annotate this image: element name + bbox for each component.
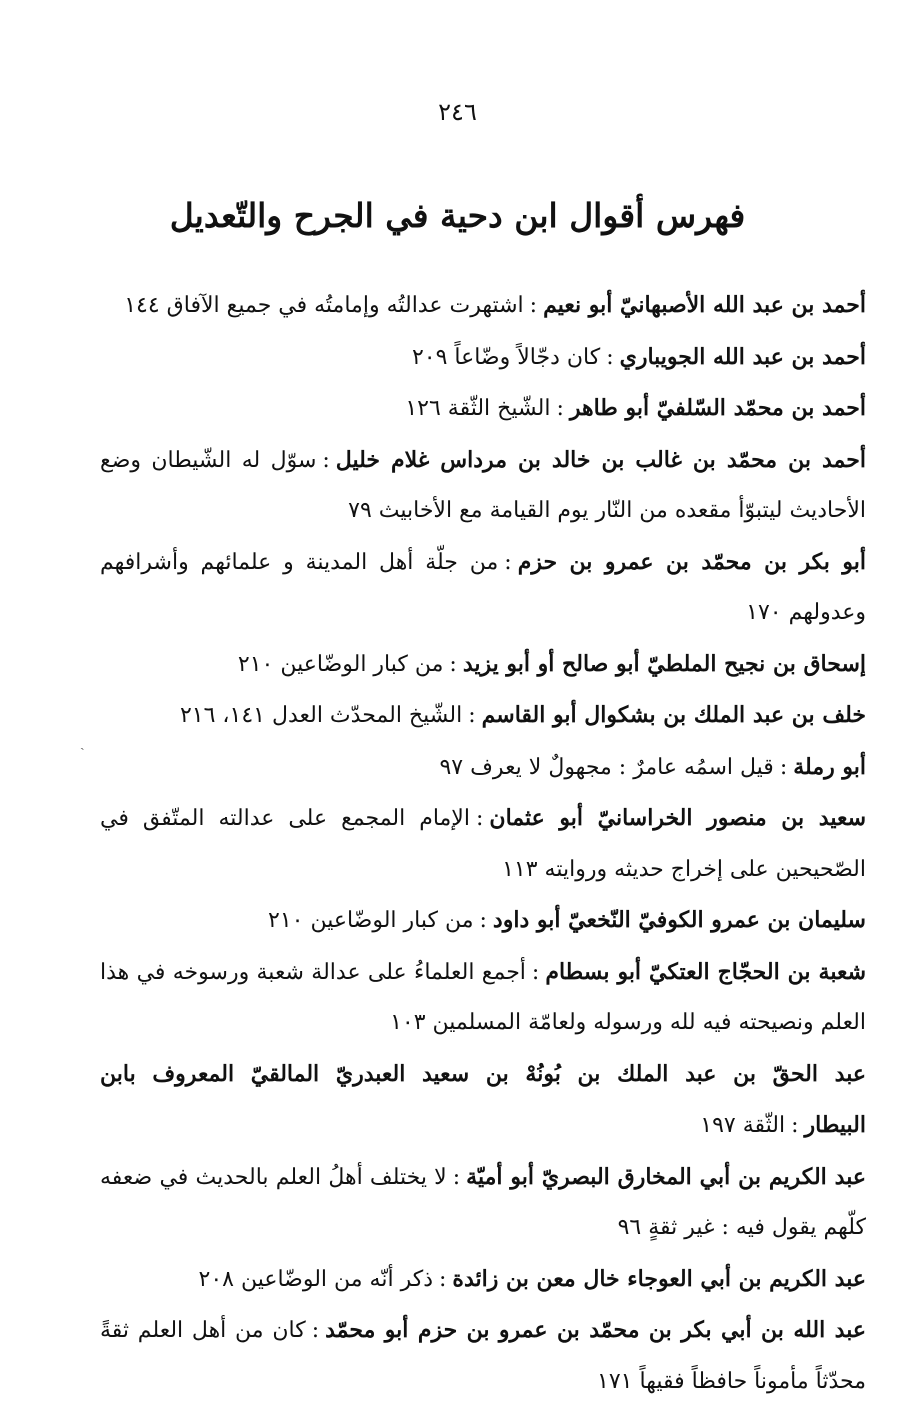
- separator-colon: :: [439, 1266, 447, 1292]
- index-entry: [100, 690, 866, 742]
- entry-text: من جلّة أهل المدينة و علمائهم وأشرافهم وعدولهم ١٧٠: [100, 549, 866, 625]
- entry-name: سعيد بن منصور الخراسانيّ أبو عثمان: [489, 805, 867, 831]
- entry-name: سليمان بن عمرو الكوفيّ النّخعيّ أبو داود: [492, 907, 866, 933]
- index-entry: [100, 1049, 866, 1152]
- entry-name: عبد الله بن أبي بكر بن محمّد بن عمرو بن حزم أبو محمّد: [325, 1317, 866, 1343]
- index-entry: [100, 895, 866, 947]
- entry-name: شعبة بن الحجّاج العتكيّ أبو بسطام: [545, 958, 867, 985]
- separator-colon: :: [779, 754, 788, 780]
- separator-colon: :: [504, 549, 512, 575]
- entries-list: [100, 280, 866, 1407]
- scan-speck: ˏ: [80, 735, 85, 751]
- index-entry: [100, 1305, 866, 1407]
- entry-text: الشّيخ الثّقة ١٢٦: [405, 396, 551, 421]
- index-entry: [100, 1254, 866, 1306]
- entry-text: كان من أهل العلم ثقةً محدّثاً مأموناً حافظاً فقيهاً ١٧١: [100, 1318, 866, 1394]
- index-entry: [100, 639, 866, 691]
- index-entry: [100, 280, 866, 332]
- entry-text: اشتهرت عدالتُه وإمامتُه في جميع الآفاق ١٤٤: [124, 293, 524, 318]
- index-entry: [100, 1152, 866, 1254]
- entry-name: أحمد بن عبد الله الأصبهانيّ أبو نعيم: [543, 292, 866, 318]
- index-entry: [100, 435, 866, 537]
- entry-name: أبو رملة: [793, 753, 866, 780]
- separator-colon: :: [791, 1113, 799, 1138]
- index-entry: [100, 537, 866, 639]
- entry-name: عبد الكريم بن أبي العوجاء خال معن بن زائدة: [452, 1265, 866, 1292]
- entry-text: لا يختلف أهلُ العلم بالحديث في ضعفه كلّهم يقول فيه : غير ثقةٍ ٩٦: [100, 1164, 866, 1240]
- separator-colon: :: [449, 651, 457, 677]
- entry-text: ذكر أنّه من الوضّاعين ٢٠٨: [198, 1266, 433, 1292]
- separator-colon: :: [468, 703, 476, 728]
- entry-text: من كبار الوضّاعين ٢١٠: [268, 908, 474, 933]
- entry-name: أحمد بن محمّد السّلفيّ أبو طاهر: [569, 395, 866, 421]
- index-entry: [100, 742, 866, 794]
- entry-text: كان دجّالاً وضّاعاً ٢٠٩: [411, 344, 601, 370]
- separator-colon: :: [322, 447, 330, 473]
- entry-name: أحمد بن محمّد بن غالب بن خالد بن مرداس غلام خليل: [335, 446, 866, 473]
- separator-colon: :: [529, 293, 538, 318]
- separator-colon: :: [556, 396, 564, 421]
- entry-name: أحمد بن عبد الله الجويباري: [619, 343, 866, 370]
- index-entry: [100, 332, 866, 384]
- entry-name: خلف بن عبد الملك بن بشكوال أبو القاسم: [481, 702, 866, 728]
- entry-text: أجمع العلماءُ على عدالة شعبة ورسوخه في هذا العلم ونصيحته فيه لله ورسوله ولعامّة المسلمين ١٠٣: [100, 959, 866, 1035]
- entry-name: أبو بكر بن محمّد بن عمرو بن حزم: [517, 548, 866, 575]
- separator-colon: :: [531, 959, 540, 985]
- entry-name: إسحاق بن نجيح الملطيّ أبو صالح أو أبو يزيد: [462, 650, 866, 677]
- separator-colon: :: [479, 908, 487, 933]
- separator-colon: :: [452, 1164, 461, 1190]
- separator-colon: :: [606, 344, 614, 370]
- separator-colon: :: [475, 806, 484, 831]
- entry-text: الثّقة ١٩٧: [700, 1113, 786, 1138]
- entry-text: الشّيخ المحدّث العدل ١٤١، ٢١٦: [179, 703, 463, 728]
- entry-text: من كبار الوضّاعين ٢١٠: [237, 651, 444, 677]
- index-entry: [100, 793, 866, 895]
- entry-name: عبد الحقّ بن عبد الملك بن بُونُهْ بن سعيد العبدريّ المالقيّ المعروف بابن البيطار: [100, 1060, 866, 1138]
- index-entry: [100, 947, 866, 1049]
- index-entry: [100, 383, 866, 435]
- entry-text: الإمام المجمع على عدالته المتّفق في الصّحيحين على إخراج حديثه وروايته ١١٣: [100, 806, 866, 882]
- index-title: فهرس أقوال ابن دحية في الجرح والتّعديل: [169, 196, 746, 235]
- entry-text: قيل اسمُه عامرٌ : مجهولٌ لا يعرف ٩٧: [439, 754, 774, 780]
- page-number: ٢٤٦: [438, 98, 477, 126]
- separator-colon: :: [311, 1318, 320, 1343]
- entry-text: سوّل له الشّيطان وضع الأحاديث ليتبوّأ مقعده من النّار يوم القيامة مع الأخابيث ٧٩: [100, 447, 866, 523]
- entry-name: عبد الكريم بن أبي المخارق البصريّ أبو أميّة: [466, 1163, 866, 1190]
